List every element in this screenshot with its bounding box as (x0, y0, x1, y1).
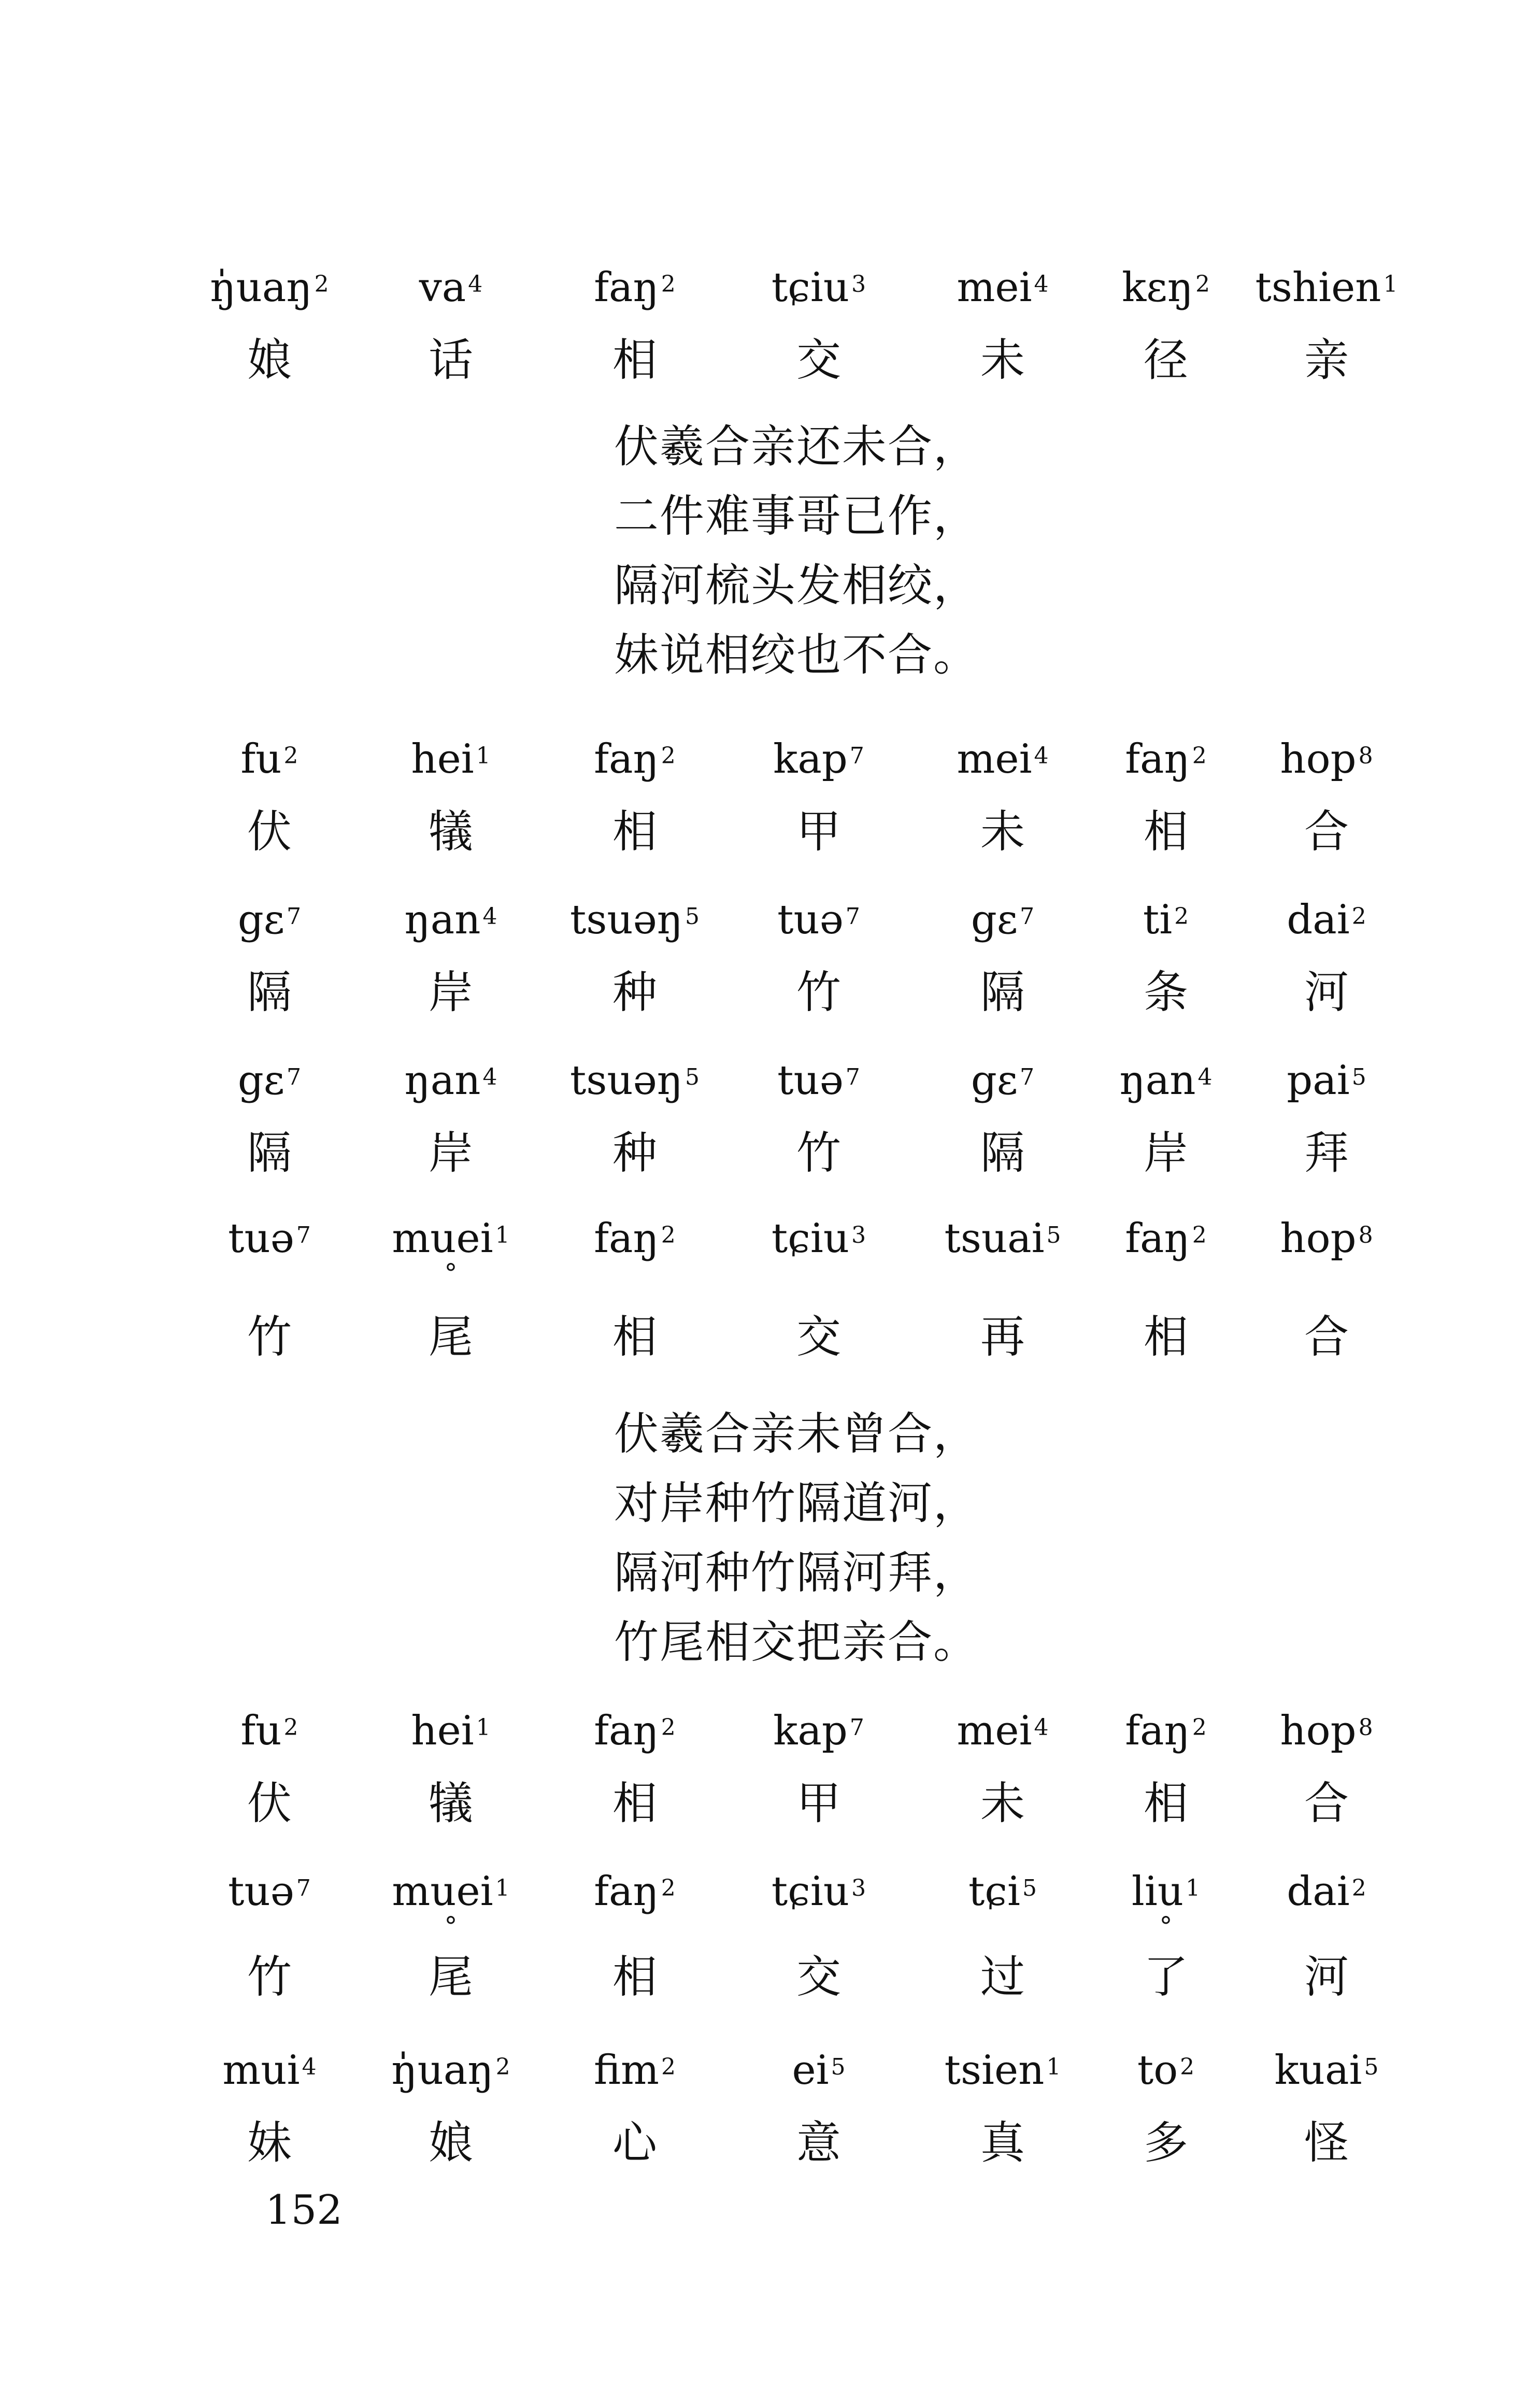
chinese-character: 竹 (247, 1951, 292, 2003)
tone-number: 4 (468, 271, 483, 297)
syllable-text: faŋ (594, 1215, 659, 1262)
tone-number: 2 (661, 1875, 676, 1901)
chinese-character: 隔 (980, 1127, 1025, 1179)
romanized-syllable (549, 1055, 720, 1106)
chinese-character: 竹 (796, 967, 841, 1018)
syllable-text: kuai (1274, 2047, 1362, 2094)
tone-number: 1 (1046, 2054, 1061, 2080)
syllable-mark: ° (444, 1258, 458, 1288)
syllable-text: va (419, 264, 466, 311)
romanized-syllable (1241, 1866, 1412, 1917)
romanized-syllable (549, 262, 720, 314)
romanization-row (0, 1705, 1540, 1767)
tone-number: 1 (495, 1222, 510, 1248)
romanized-syllable (733, 1213, 904, 1265)
tone-number: 5 (1046, 1222, 1061, 1248)
chinese-character: 多 (1144, 2117, 1188, 2169)
chinese-character: 真 (980, 2117, 1025, 2169)
syllable-text: tɕiu (771, 1215, 850, 1262)
tone-number: 5 (1022, 1875, 1037, 1901)
tone-number: 2 (661, 2054, 676, 2080)
tone-number: 5 (1364, 2054, 1379, 2080)
chinese-character: 条 (1144, 967, 1188, 1018)
chinese-character: 娘 (429, 2117, 473, 2169)
tone-number: 4 (1034, 271, 1049, 297)
tone-number: 2 (283, 1714, 298, 1741)
chinese-character: 径 (1144, 334, 1188, 386)
poem-line: 隔河梳头发相绞， (614, 560, 979, 612)
tone-number: 7 (296, 1875, 311, 1901)
romanized-syllable (917, 1866, 1088, 1917)
tone-number: 2 (1195, 271, 1210, 297)
chinese-character: 尾 (429, 1951, 473, 2003)
romanized-syllable (917, 894, 1088, 946)
syllable-mark: ° (1159, 1911, 1173, 1941)
romanized-syllable (184, 262, 355, 314)
tone-number: 1 (1186, 1875, 1201, 1901)
chinese-character: 亲 (1304, 334, 1349, 386)
chinese-character: 河 (1304, 967, 1349, 1018)
chinese-character: 交 (796, 1951, 841, 2003)
chinese-character: 合 (1304, 1311, 1349, 1363)
romanization-row (0, 894, 1540, 956)
romanized-syllable (365, 2044, 536, 2096)
poem-line: 妹说相绞也不合。 (614, 629, 979, 681)
tone-number: 7 (845, 903, 860, 930)
chinese-character: 相 (612, 806, 657, 858)
romanized-syllable (365, 262, 536, 314)
syllable-text: faŋ (594, 264, 659, 311)
romanization-row (0, 733, 1540, 795)
chinese-character: 交 (796, 334, 841, 386)
syllable-text: tsien (944, 2047, 1045, 2094)
syllable-text: ŋ̍uaŋ (391, 2047, 494, 2094)
romanized-syllable (917, 1705, 1088, 1757)
tone-number: 1 (476, 1714, 491, 1741)
syllable-text: ŋan (404, 1057, 481, 1104)
chinese-character: 岸 (429, 967, 473, 1018)
syllable-text: ŋan (404, 897, 481, 943)
syllable-text: hop (1280, 1215, 1357, 1262)
syllable-text: ŋ̍uaŋ (210, 264, 312, 311)
chinese-character: 犠 (429, 1778, 473, 1829)
romanization-row (0, 1213, 1540, 1288)
syllable-text: faŋ (1125, 736, 1190, 783)
character-row (0, 1309, 1540, 1371)
chinese-character: 拜 (1304, 1127, 1349, 1179)
chinese-character: 未 (980, 334, 1025, 386)
syllable-text: gɛ (237, 897, 285, 943)
poem-line: 竹尾相交把亲合。 (614, 1616, 979, 1668)
syllable-text: kap (773, 1708, 848, 1754)
syllable-text: muei (392, 1215, 493, 1262)
romanized-syllable (1080, 1055, 1251, 1106)
tone-number: 2 (1192, 1714, 1207, 1741)
character-row (0, 2114, 1540, 2177)
syllable-text: muei (392, 1868, 493, 1915)
tone-number: 8 (1358, 1222, 1373, 1248)
syllable-text: gɛ (971, 1057, 1018, 1104)
syllable-text: mei (957, 736, 1032, 783)
tone-number: 2 (1174, 903, 1189, 930)
syllable-text: tɕiu (771, 264, 850, 311)
chinese-character: 尾 (429, 1311, 473, 1363)
tone-number: 3 (851, 271, 866, 297)
syllable-text: tshien (1255, 264, 1381, 311)
tone-number: 5 (1351, 1064, 1366, 1090)
chinese-character: 伏 (247, 806, 292, 858)
character-row (0, 1949, 1540, 2011)
tone-number: 7 (1020, 1064, 1035, 1090)
romanized-syllable (917, 262, 1088, 314)
chinese-character: 种 (612, 1127, 657, 1179)
character-row (0, 803, 1540, 865)
romanized-syllable (549, 894, 720, 946)
romanized-syllable (184, 733, 355, 785)
romanization-row (0, 262, 1540, 324)
romanized-syllable (549, 1866, 720, 1917)
romanized-syllable (1080, 2044, 1251, 2096)
tone-number: 1 (495, 1875, 510, 1901)
tone-number: 5 (831, 2054, 846, 2080)
chinese-character: 怪 (1304, 2117, 1349, 2169)
syllable-text: ti (1143, 897, 1173, 943)
tone-number: 8 (1358, 743, 1373, 769)
romanized-syllable (365, 1213, 536, 1265)
syllable-text: faŋ (594, 1868, 659, 1915)
romanization-row (0, 1055, 1540, 1117)
chinese-character: 娘 (247, 334, 292, 386)
syllable-text: gɛ (237, 1057, 285, 1104)
syllable-text: pai (1287, 1057, 1350, 1104)
page-number: 152 (265, 2187, 343, 2234)
romanized-syllable (184, 1213, 355, 1265)
syllable-text: hop (1280, 1708, 1357, 1754)
chinese-character: 交 (796, 1311, 841, 1363)
tone-number: 2 (1192, 1222, 1207, 1248)
tone-number: 7 (296, 1222, 311, 1248)
romanized-syllable (1241, 2044, 1412, 2096)
chinese-character: 未 (980, 806, 1025, 858)
tone-number: 1 (1383, 271, 1398, 297)
tone-number: 2 (661, 1714, 676, 1741)
chinese-character: 未 (980, 1778, 1025, 1829)
syllable-text: kɛŋ (1122, 264, 1193, 311)
chinese-character: 话 (429, 334, 473, 386)
syllable-text: dai (1287, 897, 1350, 943)
chinese-character: 妹 (247, 2117, 292, 2169)
romanized-syllable (1080, 1705, 1251, 1757)
syllable-text: tsuəŋ (569, 1057, 683, 1104)
chinese-character: 相 (612, 1311, 657, 1363)
syllable-text: tɕi (968, 1868, 1020, 1915)
tone-number: 3 (851, 1222, 866, 1248)
chinese-character: 意 (796, 2117, 841, 2169)
tone-number: 2 (495, 2054, 510, 2080)
romanized-syllable (733, 1866, 904, 1917)
character-row (0, 964, 1540, 1026)
romanized-syllable (549, 2044, 720, 2096)
syllable-text: faŋ (594, 736, 659, 783)
tone-number: 4 (1034, 743, 1049, 769)
romanized-syllable (1241, 1055, 1412, 1106)
romanized-syllable (184, 1055, 355, 1106)
chinese-character: 了 (1144, 1951, 1188, 2003)
character-row (0, 332, 1540, 394)
tone-number: 7 (287, 903, 302, 930)
character-row (0, 1775, 1540, 1837)
character-row (0, 1125, 1540, 1187)
romanized-syllable (365, 733, 536, 785)
syllable-text: gɛ (971, 897, 1018, 943)
tone-number: 4 (1034, 1714, 1049, 1741)
romanized-syllable (1080, 894, 1251, 946)
romanized-syllable (1241, 894, 1412, 946)
tone-number: 5 (685, 1064, 700, 1090)
romanized-syllable (733, 1705, 904, 1757)
romanized-syllable (1241, 733, 1412, 785)
syllable-text: tuə (777, 1057, 844, 1104)
chinese-character: 相 (612, 1778, 657, 1829)
tone-number: 4 (482, 1064, 497, 1090)
syllable-text: tuə (777, 897, 844, 943)
syllable-text: tuə (228, 1215, 294, 1262)
poem-line: 伏羲合亲还未合， (614, 421, 979, 473)
poem-line: 隔河种竹隔河拜， (614, 1547, 979, 1599)
chinese-character: 甲 (796, 1778, 841, 1829)
romanized-syllable (733, 733, 904, 785)
syllable-text: faŋ (1125, 1708, 1190, 1754)
romanized-syllable (1080, 733, 1251, 785)
romanized-syllable (184, 1866, 355, 1917)
chinese-character: 心 (612, 2117, 657, 2169)
syllable-text: liu (1131, 1868, 1184, 1915)
syllable-text: fim (594, 2047, 659, 2094)
chinese-character: 隔 (980, 967, 1025, 1018)
romanized-syllable (733, 894, 904, 946)
romanized-syllable (917, 1055, 1088, 1106)
romanized-syllable (549, 1213, 720, 1265)
syllable-mark: ° (444, 1911, 458, 1941)
romanized-syllable (917, 1213, 1088, 1265)
tone-number: 2 (314, 271, 329, 297)
syllable-text: to (1137, 2047, 1178, 2094)
poem-line: 伏羲合亲未曾合， (614, 1408, 979, 1460)
chinese-character: 岸 (1144, 1127, 1188, 1179)
romanized-syllable (549, 1705, 720, 1757)
chinese-character: 合 (1304, 1778, 1349, 1829)
tone-number: 8 (1358, 1714, 1373, 1741)
chinese-character: 甲 (796, 806, 841, 858)
chinese-character: 合 (1304, 806, 1349, 858)
tone-number: 3 (851, 1875, 866, 1901)
romanized-syllable (549, 733, 720, 785)
romanized-syllable (917, 2044, 1088, 2096)
syllable-text: mei (957, 264, 1032, 311)
chinese-character: 过 (980, 1951, 1025, 2003)
tone-number: 2 (283, 743, 298, 769)
tone-number: 2 (661, 743, 676, 769)
chinese-character: 相 (1144, 806, 1188, 858)
syllable-text: dai (1287, 1868, 1350, 1915)
tone-number: 4 (1197, 1064, 1213, 1090)
tone-number: 2 (661, 271, 676, 297)
chinese-character: 隔 (247, 1127, 292, 1179)
chinese-character: 相 (1144, 1311, 1188, 1363)
syllable-text: ŋan (1119, 1057, 1196, 1104)
poem-stanza (614, 412, 1236, 690)
tone-number: 4 (302, 2054, 317, 2080)
chinese-character: 相 (612, 334, 657, 386)
chinese-character: 相 (612, 1951, 657, 2003)
syllable-text: ei (792, 2047, 829, 2094)
tone-number: 2 (1192, 743, 1207, 769)
tone-number: 4 (482, 903, 497, 930)
romanized-syllable (1080, 262, 1251, 314)
syllable-text: fu (240, 736, 282, 783)
romanized-syllable (365, 1866, 536, 1917)
chinese-character: 再 (980, 1311, 1025, 1363)
romanized-syllable (365, 894, 536, 946)
tone-number: 5 (685, 903, 700, 930)
syllable-text: hei (411, 736, 474, 783)
chinese-character: 隔 (247, 967, 292, 1018)
chinese-character: 犠 (429, 806, 473, 858)
syllable-text: faŋ (1125, 1215, 1190, 1262)
syllable-text: tsuai (944, 1215, 1045, 1262)
romanized-syllable (733, 262, 904, 314)
syllable-text: tsuəŋ (569, 897, 683, 943)
syllable-text: fu (240, 1708, 282, 1754)
poem-line: 对岸种竹隔道河， (614, 1477, 979, 1529)
tone-number: 7 (1020, 903, 1035, 930)
romanized-syllable (917, 733, 1088, 785)
poem-line: 二件难事哥已作， (614, 490, 979, 542)
chinese-character: 竹 (796, 1127, 841, 1179)
syllable-text: tuə (228, 1868, 294, 1915)
syllable-text: hei (411, 1708, 474, 1754)
syllable-text: kap (773, 736, 848, 783)
syllable-text: tɕiu (771, 1868, 850, 1915)
chinese-character: 伏 (247, 1778, 292, 1829)
romanized-syllable (365, 1705, 536, 1757)
romanized-syllable (1080, 1866, 1251, 1917)
romanization-row (0, 1866, 1540, 1941)
chinese-character: 种 (612, 967, 657, 1018)
syllable-text: faŋ (594, 1708, 659, 1754)
syllable-text: hop (1280, 736, 1357, 783)
tone-number: 7 (845, 1064, 860, 1090)
romanized-syllable (184, 1705, 355, 1757)
chinese-character: 相 (1144, 1778, 1188, 1829)
tone-number: 7 (287, 1064, 302, 1090)
romanized-syllable (1241, 1213, 1412, 1265)
romanized-syllable (733, 2044, 904, 2096)
romanized-syllable (733, 1055, 904, 1106)
tone-number: 1 (476, 743, 491, 769)
tone-number: 2 (1351, 903, 1366, 930)
romanized-syllable (1080, 1213, 1251, 1265)
romanized-syllable (1241, 1705, 1412, 1757)
syllable-text: mui (222, 2047, 300, 2094)
chinese-character: 河 (1304, 1951, 1349, 2003)
chinese-character: 岸 (429, 1127, 473, 1179)
tone-number: 2 (1351, 1875, 1366, 1901)
romanized-syllable (365, 1055, 536, 1106)
tone-number: 7 (849, 1714, 864, 1741)
romanized-syllable (1241, 262, 1412, 314)
chinese-character: 竹 (247, 1311, 292, 1363)
syllable-text: mei (957, 1708, 1032, 1754)
romanization-row (0, 2044, 1540, 2107)
poem-stanza (614, 1399, 1236, 1677)
tone-number: 7 (849, 743, 864, 769)
tone-number: 2 (1180, 2054, 1195, 2080)
romanized-syllable (184, 894, 355, 946)
tone-number: 2 (661, 1222, 676, 1248)
romanized-syllable (184, 2044, 355, 2096)
